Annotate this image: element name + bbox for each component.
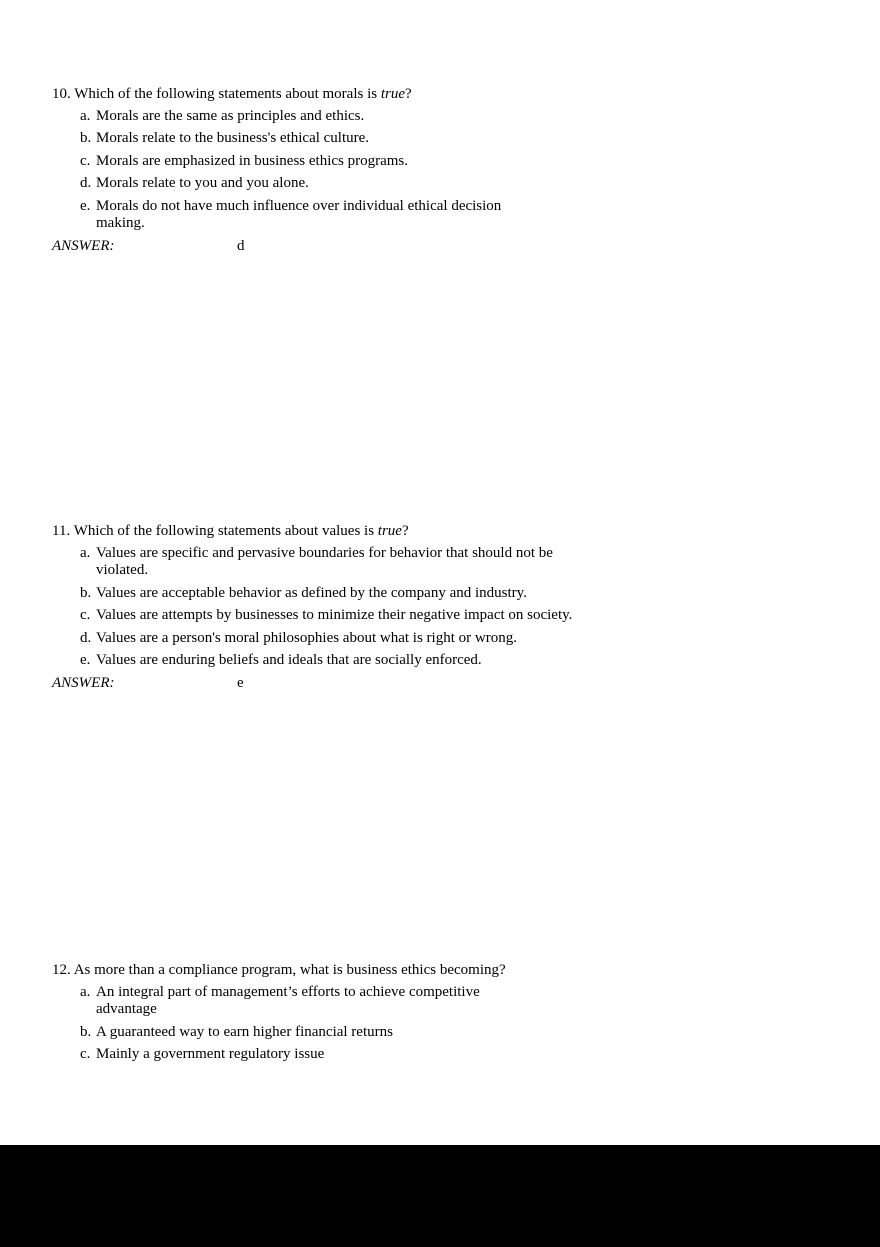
question-12-options <box>80 984 840 1064</box>
footer-black-bar <box>0 1145 880 1247</box>
prompt-prefix: As more than a compliance program, what is business ethics becoming? <box>73 962 506 978</box>
question-block-10 <box>52 86 840 255</box>
question-10-text <box>74 86 411 102</box>
prompt-prefix: Which of the following statements about values is <box>73 523 378 539</box>
option-letter: b. <box>80 1023 92 1040</box>
question-11-options <box>80 545 840 670</box>
option-a <box>80 545 840 580</box>
prompt-italic-word: true <box>380 86 406 102</box>
option-e <box>80 198 840 233</box>
question-11-prompt <box>52 523 840 541</box>
question-10-options <box>80 108 840 233</box>
option-letter: b. <box>80 130 92 146</box>
question-11-text <box>74 523 409 539</box>
option-text: Values are acceptable behavior as defined by the company and industry. <box>96 584 527 601</box>
option-text: Values are a person's moral philosophies about what is right or wrong. <box>96 629 517 646</box>
answer-label: ANSWER: <box>52 674 115 691</box>
question-12-text <box>74 962 506 978</box>
option-c <box>80 607 840 625</box>
question-10-number: 10. <box>52 86 71 102</box>
prompt-italic-word: true <box>377 523 402 539</box>
option-text: Mainly a government regulatory issue <box>96 1046 325 1062</box>
question-10-answer-line <box>52 238 840 256</box>
question-block-12 <box>52 962 840 1064</box>
question-block-11 <box>52 523 840 692</box>
option-text: Morals do not have much influence over individual ethical decision making. <box>96 197 502 231</box>
question-10-prompt <box>52 86 840 104</box>
question-11-answer-line <box>52 675 840 693</box>
option-letter: e. <box>80 197 91 214</box>
option-letter: c. <box>80 152 91 169</box>
answer-label: ANSWER: <box>52 237 115 254</box>
option-b <box>80 1024 840 1042</box>
option-b <box>80 130 840 148</box>
question-12-number: 12. <box>52 962 71 978</box>
option-letter: e. <box>80 652 91 668</box>
option-letter: c. <box>80 1046 91 1062</box>
question-11-number: 11. <box>52 523 71 539</box>
option-e <box>80 652 840 670</box>
option-c <box>80 1046 840 1064</box>
question-12-prompt <box>52 962 840 980</box>
option-text: Values are attempts by businesses to minimize their negative impact on society. <box>96 607 573 623</box>
answer-value: d <box>237 237 245 254</box>
option-a <box>80 108 840 126</box>
prompt-prefix: Which of the following statements about morals is <box>74 86 381 102</box>
option-b <box>80 585 840 603</box>
prompt-suffix: ? <box>401 523 409 539</box>
option-letter: a. <box>80 107 91 124</box>
option-letter: a. <box>80 544 91 561</box>
option-text: An integral part of management’s efforts to achieve competitive advantage <box>96 983 480 1017</box>
document-content <box>52 86 840 1069</box>
option-letter: d. <box>80 629 92 646</box>
option-text: Morals are emphasized in business ethics programs. <box>96 152 409 169</box>
option-text: Morals relate to the business's ethical culture. <box>96 130 370 146</box>
option-letter: d. <box>80 175 92 191</box>
option-text: A guaranteed way to earn higher financial returns <box>96 1023 393 1040</box>
option-text: Values are enduring beliefs and ideals that are socially enforced. <box>96 652 482 668</box>
option-text: Morals are the same as principles and ethics. <box>96 107 365 124</box>
option-text: Morals relate to you and you alone. <box>96 175 309 191</box>
option-letter: c. <box>80 607 91 623</box>
prompt-suffix: ? <box>405 86 412 102</box>
option-letter: a. <box>80 983 91 1000</box>
option-c <box>80 153 840 171</box>
option-d <box>80 630 840 648</box>
option-d <box>80 175 840 193</box>
option-text: Values are specific and pervasive boundaries for behavior that should not be violated. <box>96 544 553 578</box>
answer-value: e <box>237 674 244 691</box>
option-letter: b. <box>80 584 92 601</box>
option-a <box>80 984 840 1019</box>
